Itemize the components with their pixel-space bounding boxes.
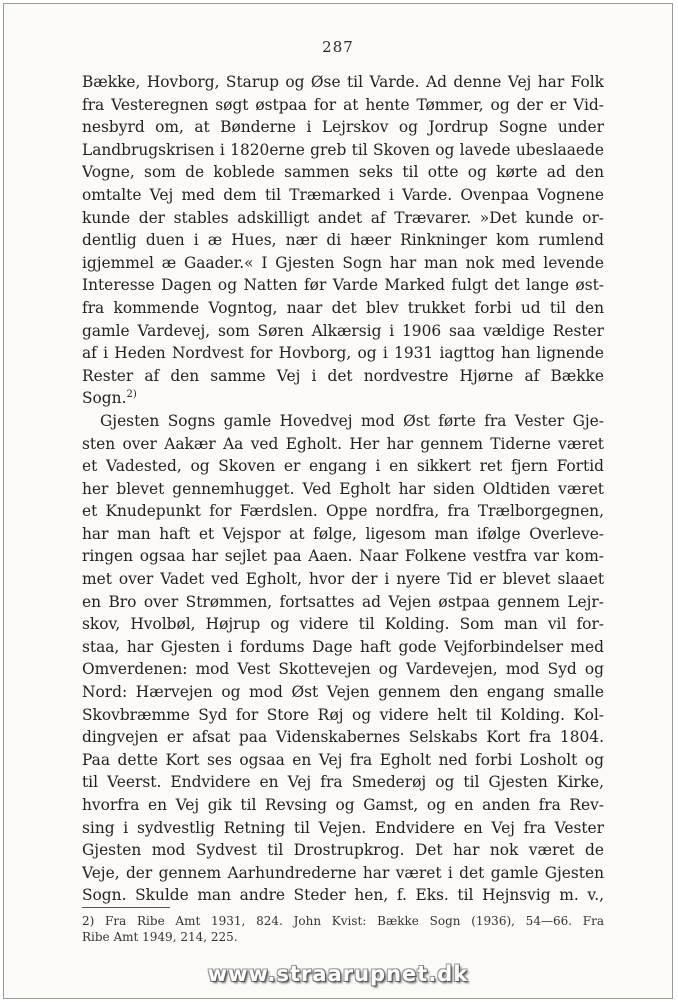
text-line-content: en Bro over Strømmen, fortsattes ad Vejen østpaa gennem Lejr-: [82, 592, 604, 611]
text-line-content: Bække, Hovborg, Starup og Øse til Varde. Ad denne Vej har Folk: [82, 73, 604, 91]
text-line-content: hvorfra en Vej gik til Revsing og Gamst, og en anden fra Rev-: [82, 796, 604, 814]
text-line-content: et Knudepunkt for Færdslen. Oppe nordfra, fra Trælborgegnen,: [82, 502, 604, 521]
text-line-content: dentlig duen i æ Hues, nær di hæer Rinkninger kom rumlend: [82, 231, 604, 250]
text-line: [82, 794, 604, 817]
text-line-content: Veje, der gennem Aarhundrederne har været i det gamle Gjesten: [82, 863, 604, 882]
text-line-content: Sogn.: [82, 389, 127, 408]
text-line-content: Vogne, som de koblede sammen seks til otte og kørte ad den: [82, 163, 604, 182]
text-line-content: her blevet gennemhugget. Ved Egholt har siden Oldtiden været: [82, 479, 604, 498]
text-line: [82, 433, 604, 456]
text-line-content: til Veerst. Endvidere en Vej fra Smederøj og til Gjesten Kirke,: [82, 773, 604, 792]
text-line-content: nesbyrd om, at Bønderne i Lejrskov og Jordrup Sogne under: [82, 118, 604, 137]
text-line-content: sten over Aakær Aa ved Egholt. Her har gennem Tiderne været: [82, 434, 604, 453]
text-line: [82, 387, 604, 410]
text-line: [82, 613, 604, 636]
text-line: [82, 207, 604, 230]
text-line: [82, 252, 604, 275]
footnote-divider: [82, 907, 170, 908]
text-line-content: staa, har Gjesten i fordums Dage haft gode Vejforbindelser med: [82, 637, 604, 656]
footnote: [82, 913, 604, 945]
footnote-line: Ribe Amt 1949, 214, 225.: [82, 930, 238, 944]
text-line-content: Rester af den samme Vej i det nordvestre Hjørne af Bække: [82, 366, 604, 385]
text-line-content: Gjesten Sogns gamle Hovedvej mod Øst førte fra Vester Gje-: [100, 411, 604, 430]
text-line-content: dingvejen er afsat paa Videnskabernes Selskabs Kort fra 1804.: [82, 728, 604, 747]
text-line: [82, 591, 604, 614]
text-line-content: met over Vadet ved Egholt, hvor der i nyere Tid er blevet slaaet: [82, 570, 604, 589]
text-line: [82, 478, 604, 501]
text-line: [82, 817, 604, 840]
text-line: [82, 636, 604, 659]
text-line: [82, 839, 604, 862]
text-line: [82, 184, 604, 207]
text-line: [82, 139, 604, 162]
text-line: [82, 726, 604, 749]
footnote-reference: 2): [126, 389, 137, 401]
text-line-content: Omverdenen: mod Vest Skottevejen og Vardevejen, mod Syd og: [82, 660, 604, 679]
text-line-content: omtalte Vej med dem til Træmarked i Varde. Ovenpaa Vognene: [82, 185, 604, 204]
text-line: [82, 320, 604, 343]
text-line-content: Interesse Dagen og Natten før Varde Marked fulgt det lange øst-: [82, 276, 604, 295]
text-line: [82, 116, 604, 139]
text-line-content: af i Heden Nordvest for Hovborg, og i 1931 iagttog han lignende: [82, 344, 604, 363]
text-line-content: ringen ogsaa har sejlet paa Aaen. Naar Folkene vestfra var kom-: [82, 547, 604, 566]
text-line: [82, 658, 604, 681]
text-line: [82, 161, 604, 184]
page-number: 287: [322, 38, 354, 56]
text-line-content: igjemmel æ Gaader.« I Gjesten Sogn har man nok med levende: [82, 253, 604, 272]
text-line: [82, 71, 604, 94]
text-line: [82, 771, 604, 794]
text-line: [82, 342, 604, 365]
text-line-content: Gjesten mod Sydvest til Drostrupkrog. Det har nok været de: [82, 841, 604, 860]
text-line-content: Paa dette Kort ses ogsaa en Vej fra Egholt ned forbi Losholt og: [82, 750, 604, 769]
text-line: [82, 681, 604, 704]
text-line-content: skov, Hvolbøl, Højrup og videre til Kolding. Som man vil for-: [82, 615, 604, 634]
text-line-content: fra Vesteregnen søgt østpaa for at hente Tømmer, og der er Vid-: [82, 95, 604, 114]
text-line: [82, 749, 604, 772]
text-line: [82, 94, 604, 117]
text-line: [82, 365, 604, 388]
text-line: [82, 229, 604, 252]
text-line-content: fra kommende Vogntog, naar det blev trukket forbi ud til den: [82, 298, 604, 317]
text-line-content: Nord: Hærvejen og mod Øst Vejen gennem den engang smalle: [82, 683, 604, 702]
text-line-content: har man haft et Vejspor at følge, ligesom man ifølge Overleve-: [82, 524, 604, 543]
text-line-content: kunde der stables adskilligt andet af Trævarer. »Det kunde or-: [82, 208, 604, 227]
text-line-content: Landbrugskrisen i 1820erne greb til Skoven og lavede ubeslaaede: [82, 140, 604, 159]
text-line: [82, 500, 604, 523]
text-line: [82, 862, 604, 885]
watermark: www.straarupnet.dk: [207, 962, 469, 986]
text-line: [82, 274, 604, 297]
text-line-content: Skovbræmme Syd for Store Røj og videre helt til Kolding. Kol-: [82, 705, 604, 724]
text-line: [82, 884, 604, 907]
text-line-content: et Vadested, og Skoven er engang i en sikkert ret fjern Fortid: [82, 457, 604, 476]
text-line-content: Sogn. Skulde man andre Steder hen, f. Eks. til Hejnsvig m. v.,: [82, 886, 604, 905]
text-line: [82, 455, 604, 478]
footnote-line: 2) Fra Ribe Amt 1931, 824. John Kvist: Bække Sogn (1936), 54—66. Fra: [82, 914, 604, 928]
text-line: [82, 704, 604, 727]
text-line: [82, 568, 604, 591]
text-line: [82, 545, 604, 568]
text-line: [82, 523, 604, 546]
text-line-content: sing i sydvestlig Retning til Vejen. Endvidere en Vej fra Vester: [82, 818, 604, 837]
text-line: [82, 297, 604, 320]
body-text: [82, 71, 604, 907]
text-line-content: gamle Vardevej, som Søren Alkærsig i 1906 saa vældige Rester: [82, 321, 604, 340]
text-line: [82, 410, 604, 433]
page-frame: [3, 3, 673, 999]
